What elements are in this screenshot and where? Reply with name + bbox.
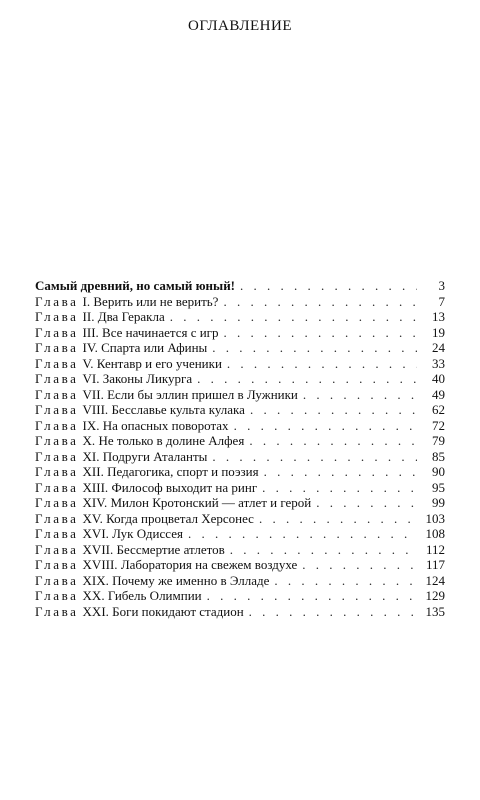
chapter-number: III. xyxy=(82,324,99,340)
toc-entry-title xyxy=(35,356,222,372)
chapter-title: Когда процветал Херсонес xyxy=(106,510,254,526)
toc-entry-title xyxy=(35,433,244,449)
toc-entry-chapter xyxy=(35,356,445,372)
dot-leader xyxy=(224,325,417,341)
toc-entry-chapter xyxy=(35,418,445,434)
toc-entry-chapter xyxy=(35,309,445,325)
dot-leader xyxy=(197,371,417,387)
toc-page-number: 112 xyxy=(425,541,445,557)
chapter-word: Глава xyxy=(35,510,79,526)
toc-entry-chapter xyxy=(35,325,445,341)
chapter-number: XIV. xyxy=(82,495,108,510)
chapter-word: Глава xyxy=(35,448,79,464)
toc-entry-title xyxy=(35,542,225,558)
chapter-word: Глава xyxy=(35,495,79,510)
toc-page-number: 99 xyxy=(432,495,445,510)
toc-entry-chapter xyxy=(35,542,445,558)
chapter-number: XI. xyxy=(82,448,100,464)
toc-entry-chapter xyxy=(35,495,445,511)
toc-entry-chapter xyxy=(35,480,445,496)
chapter-number: XVIII. xyxy=(82,557,118,572)
toc-page-number: 3 xyxy=(438,278,445,293)
toc-page-number: 103 xyxy=(425,510,445,526)
chapter-number: VIII. xyxy=(82,402,109,417)
chapter-title: Два Геракла xyxy=(97,309,165,324)
chapter-title: Все начинается с игр xyxy=(102,324,219,340)
toc-entry-title xyxy=(35,526,183,542)
chapter-title: Лаборатория на свежем воздухе xyxy=(120,557,298,572)
toc-entry-title xyxy=(35,294,218,310)
chapter-word: Глава xyxy=(35,386,79,402)
chapter-title: Почему же именно в Элладе xyxy=(112,572,270,588)
chapter-title: Не только в долине Алфея xyxy=(98,433,245,448)
chapter-title: Верить или не верить? xyxy=(93,293,219,309)
toc-entry-title xyxy=(35,588,202,604)
chapter-title: Бессмертие атлетов xyxy=(116,541,225,557)
chapter-number: II. xyxy=(82,309,95,324)
chapter-number: XV. xyxy=(82,510,103,526)
chapter-title: Боги покидают стадион xyxy=(112,603,244,619)
chapter-word: Глава xyxy=(35,417,79,433)
chapter-word: Глава xyxy=(35,572,79,588)
toc-entry-title xyxy=(35,604,244,620)
chapter-title: Спарта или Афины xyxy=(101,340,208,355)
toc-entry-intro xyxy=(35,278,445,294)
toc-page-number: 40 xyxy=(432,371,445,386)
dot-leader xyxy=(262,480,417,496)
chapter-word: Глава xyxy=(35,324,79,340)
dot-leader xyxy=(250,402,417,418)
toc-entry-title xyxy=(35,464,259,480)
dot-leader xyxy=(259,511,417,527)
chapter-word: Глава xyxy=(35,526,79,541)
dot-leader xyxy=(212,340,417,356)
toc-entry-chapter xyxy=(35,511,445,527)
chapter-word: Глава xyxy=(35,588,79,603)
toc-page-number: 7 xyxy=(438,293,445,309)
chapter-number: XX. xyxy=(82,588,105,603)
toc-entry-chapter xyxy=(35,526,445,542)
chapter-number: VI. xyxy=(82,371,100,386)
toc-entry-title xyxy=(35,480,257,496)
toc-entry-title xyxy=(35,418,229,434)
chapter-number: XVII. xyxy=(82,541,114,557)
table-of-contents xyxy=(35,278,445,619)
dot-leader xyxy=(264,464,417,480)
chapter-number: V. xyxy=(82,355,94,371)
dot-leader xyxy=(316,495,417,511)
chapter-title: Если бы эллин пришел в Лужники xyxy=(107,386,298,402)
toc-entry-chapter xyxy=(35,604,445,620)
toc-entry-chapter xyxy=(35,588,445,604)
chapter-word: Глава xyxy=(35,340,79,355)
dot-leader xyxy=(227,356,417,372)
toc-page-number: 117 xyxy=(425,557,445,572)
toc-entry-title xyxy=(35,573,269,589)
chapter-number: VII. xyxy=(82,386,104,402)
chapter-title: Милон Кротонский — атлет и герой xyxy=(110,495,312,510)
dot-leader xyxy=(223,294,417,310)
chapter-word: Глава xyxy=(35,541,79,557)
chapter-number: XII. xyxy=(82,464,104,479)
toc-page-number: 90 xyxy=(432,464,445,479)
toc-page-number: 129 xyxy=(425,588,445,603)
chapter-word: Глава xyxy=(35,355,79,371)
toc-entry-chapter xyxy=(35,449,445,465)
chapter-number: XXI. xyxy=(82,603,109,619)
chapter-title: Педагогика, спорт и поэзия xyxy=(107,464,259,479)
toc-page-number: 79 xyxy=(432,433,445,448)
toc-entry-title xyxy=(35,387,298,403)
toc-entry-chapter xyxy=(35,294,445,310)
toc-page-number: 33 xyxy=(432,355,445,371)
dot-leader xyxy=(188,526,417,542)
dot-leader xyxy=(207,588,417,604)
toc-entry-title xyxy=(35,449,207,465)
dot-leader xyxy=(212,449,417,465)
toc-entry-title xyxy=(35,325,219,341)
chapter-word: Глава xyxy=(35,557,79,572)
dot-leader xyxy=(303,387,417,403)
toc-entry-chapter xyxy=(35,573,445,589)
chapter-title: Кентавр и его ученики xyxy=(96,355,222,371)
toc-entry-title: Самый древний, но самый юный! xyxy=(35,278,236,293)
chapter-title: Гибель Олимпии xyxy=(107,588,202,603)
toc-entry-title xyxy=(35,495,311,511)
page-title: ОГЛАВЛЕНИЕ xyxy=(188,18,292,34)
chapter-word: Глава xyxy=(35,603,79,619)
chapter-word: Глава xyxy=(35,433,79,448)
toc-entry-title xyxy=(35,371,192,387)
chapter-word: Глава xyxy=(35,479,79,495)
toc-page-number: 49 xyxy=(432,386,445,402)
toc-entry-title xyxy=(35,557,297,573)
chapter-number: XIII. xyxy=(82,479,109,495)
toc-page-number: 62 xyxy=(432,402,445,417)
chapter-title: Лук Одиссея xyxy=(112,526,183,541)
chapter-word: Глава xyxy=(35,402,79,417)
toc-page-number: 24 xyxy=(432,340,445,355)
toc-entry-title xyxy=(35,511,254,527)
chapter-word: Глава xyxy=(35,293,79,309)
chapter-title: Подруги Аталанты xyxy=(102,448,208,464)
toc-entry-chapter xyxy=(35,402,445,418)
chapter-title: Бесславье культа кулака xyxy=(111,402,245,417)
toc-entry-chapter xyxy=(35,340,445,356)
dot-leader xyxy=(240,278,417,294)
toc-page-number: 124 xyxy=(425,572,445,588)
chapter-title: Философ выходит на ринг xyxy=(111,479,258,495)
chapter-number: IV. xyxy=(82,340,98,355)
toc-page-number: 108 xyxy=(425,526,445,541)
toc-entry-chapter xyxy=(35,433,445,449)
toc-page-number: 19 xyxy=(432,324,445,340)
chapter-number: XIX. xyxy=(82,572,109,588)
toc-entry-title xyxy=(35,402,245,418)
toc-entry-chapter xyxy=(35,557,445,573)
dot-leader xyxy=(249,604,417,620)
chapter-number: XVI. xyxy=(82,526,109,541)
toc-entry-chapter xyxy=(35,371,445,387)
toc-page-number: 72 xyxy=(432,417,445,433)
toc-page-number: 85 xyxy=(432,448,445,464)
dot-leader xyxy=(230,542,417,558)
dot-leader xyxy=(170,309,417,325)
chapter-number: I. xyxy=(82,293,91,309)
dot-leader xyxy=(302,557,417,573)
toc-entry-chapter xyxy=(35,387,445,403)
chapter-number: IX. xyxy=(82,417,100,433)
chapter-word: Глава xyxy=(35,464,79,479)
chapter-word: Глава xyxy=(35,371,79,386)
chapter-title: Законы Ликурга xyxy=(102,371,193,386)
chapter-word: Глава xyxy=(35,309,79,324)
toc-entry-title xyxy=(35,340,207,356)
dot-leader xyxy=(234,418,417,434)
toc-entry-title xyxy=(35,309,165,325)
toc-page-number: 135 xyxy=(425,603,445,619)
toc-page-number: 95 xyxy=(432,479,445,495)
toc-page-number: 13 xyxy=(432,309,445,324)
chapter-number: X. xyxy=(82,433,96,448)
dot-leader xyxy=(249,433,417,449)
dot-leader xyxy=(274,573,417,589)
toc-entry-chapter xyxy=(35,464,445,480)
chapter-title: На опасных поворотах xyxy=(102,417,229,433)
